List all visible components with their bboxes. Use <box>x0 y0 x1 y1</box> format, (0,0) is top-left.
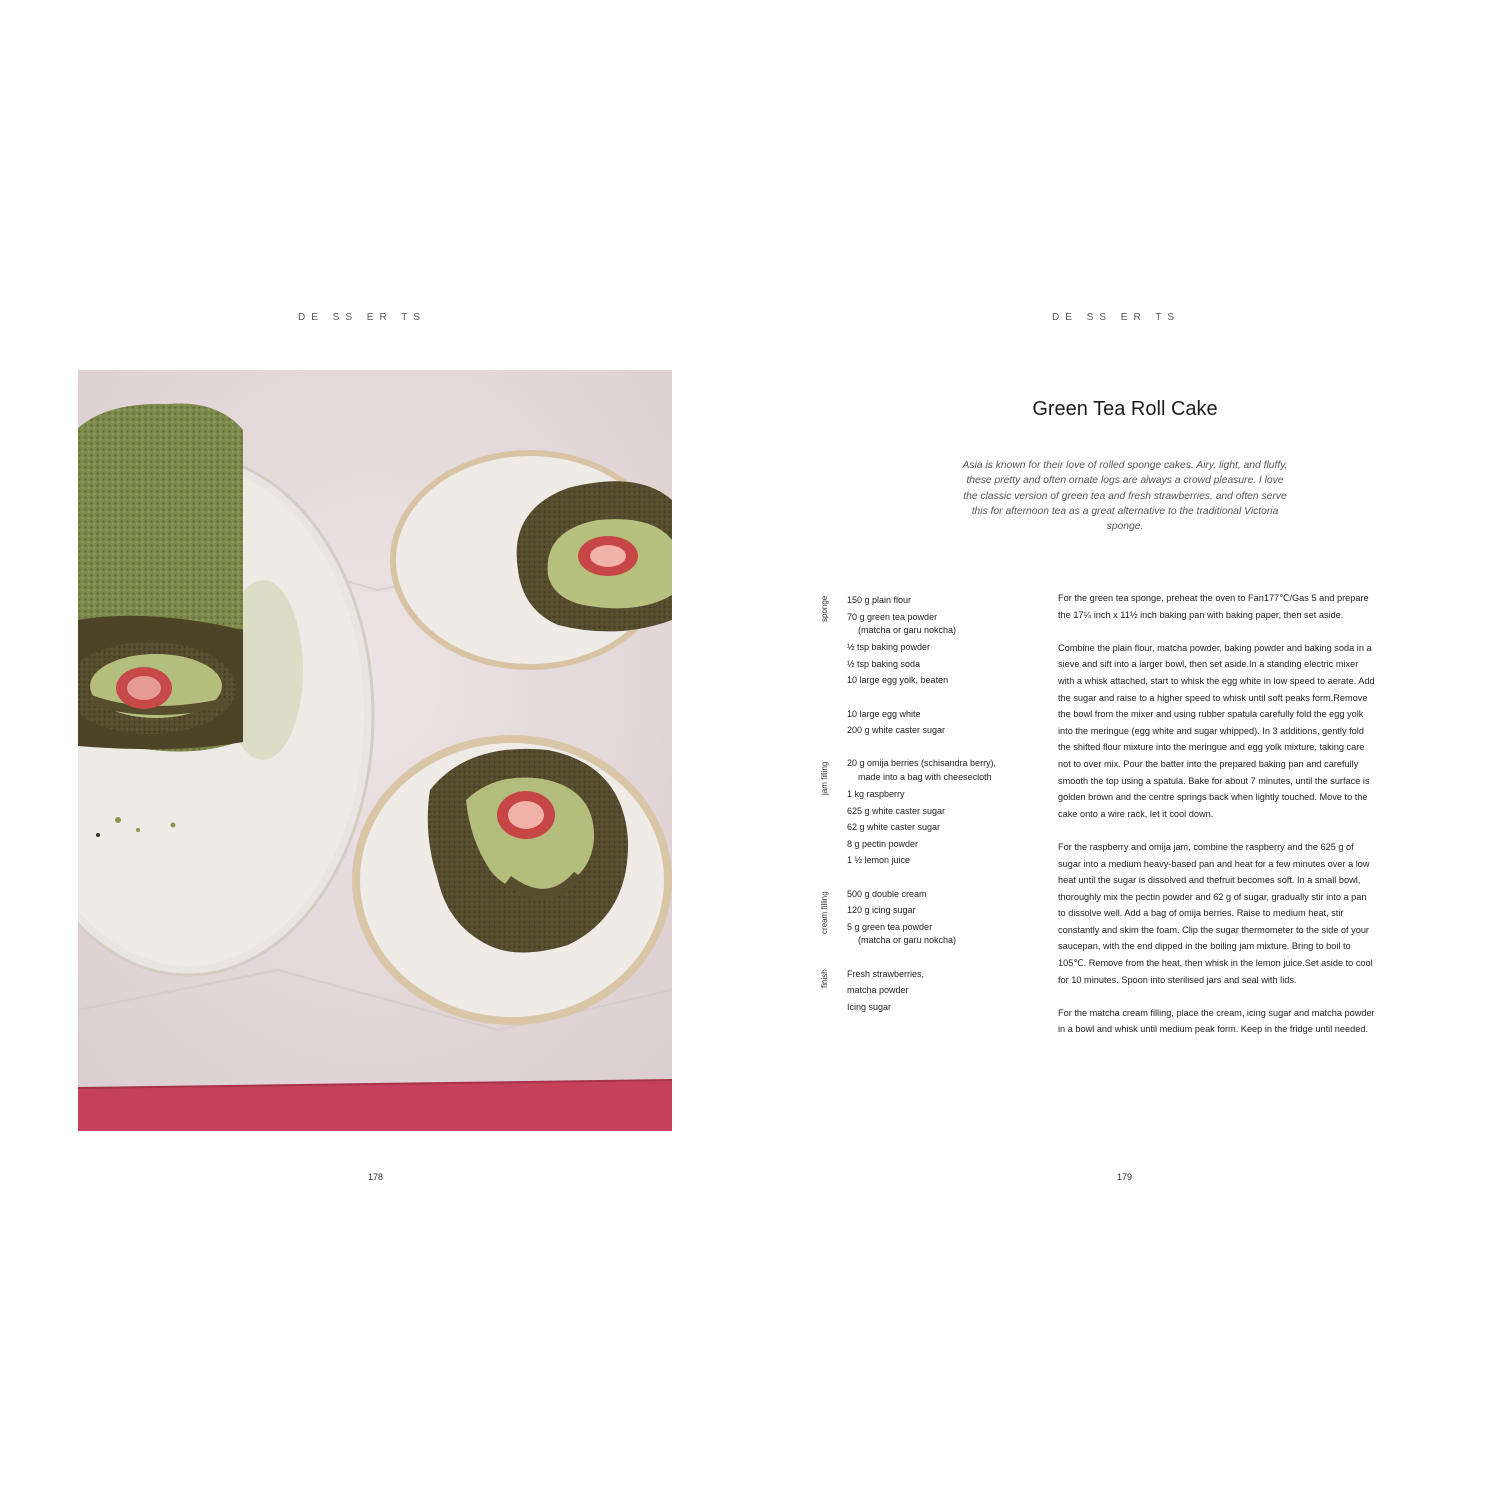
method-step: For the matcha cream filling, place the cream, icing sugar and matcha powder in a bowl and whisk until medium peak form. Keep in the fridge until needed. <box>1058 1007 1375 1035</box>
ingredient: ½ tsp baking soda <box>847 658 921 669</box>
ingredient-group-finish <box>820 966 1060 1016</box>
group-label: jam filling <box>820 762 829 796</box>
ingredient: Icing sugar <box>847 1002 892 1013</box>
group-label: sponge <box>820 595 829 622</box>
running-head: DE SS ER TS <box>298 312 427 323</box>
right-page <box>750 0 1500 1500</box>
method <box>1058 590 1376 1055</box>
ingredient: Fresh strawberries, <box>847 968 925 979</box>
ingredient: matcha powder <box>847 985 909 996</box>
ingredient: 150 g plain flour <box>847 595 912 605</box>
ingredient: 5 g green tea powder (matcha or garu nokcha) <box>847 921 957 946</box>
group-label: cream filling <box>820 890 829 934</box>
method-step: For the raspberry and omija jam, combine the raspberry and the 625 g of sugar into a medium heavy-based pan and heat for a few minutes over a low heat until the sugar is dissolved and thefruit becomes soft. In a small bowl, thoroughly mix the pectin powder and 62 g of sugar, gradually stir into a pan to dissolve well. Add a bag of omija berries. Raise to medium heat, stir constantly and skim the foam. Clip the sugar thermometer to the side of your saucepan, with the end dipped in the boiling jam mixture. Bring to boil to 105℃. Remove from the heat, then whisk in the lemon juice.Set aside to cool for 10 minutes. Spoon into sterilised jars and seal with lids. <box>1058 841 1373 985</box>
page-number: 179 <box>1117 1172 1133 1182</box>
ingredient-group-cream-filling <box>820 886 1060 948</box>
recipe-title: Green Tea Roll Cake <box>1032 398 1218 420</box>
ingredient: ½ tsp baking powder <box>847 642 931 653</box>
ingredient-group-sponge <box>820 592 1060 739</box>
ingredient: 20 g omija berries (schisandra berry), made into a bag with cheesecloth <box>847 758 997 782</box>
ingredient: 120 g icing sugar <box>847 905 916 916</box>
ingredient: 8 g pectin powder <box>847 838 919 849</box>
ingredient: 62 g white caster sugar <box>847 822 941 833</box>
ingredient: 10 large egg yolk, beaten <box>847 675 949 686</box>
ingredient-group-jam-filling <box>820 755 1060 869</box>
ingredient: 70 g green tea powder (matcha or garu nokcha) <box>847 611 957 636</box>
ingredient: 10 large egg white <box>847 708 921 719</box>
group-label: finish <box>820 969 829 988</box>
ingredient: 200 g white caster sugar <box>847 725 946 736</box>
page-number: 178 <box>368 1172 384 1182</box>
recipe-intro: Asia is known for their love of rolled sponge cakes. Airy, light, and fluffy, these pretty and often ornate logs are always a crowd pleasure. I love the classic version of green tea and fresh strawberries, and often serve this for afternoon tea as a great alternative to the traditional Victoria sponge. <box>962 460 1288 533</box>
green-tea-roll-cake-photo <box>78 370 672 1131</box>
method-step: Combine the plain flour, matcha powder, baking powder and baking soda in a sieve and sift into a larger bowl, then set aside.In a standing electric mixer with a whisk attached, start to whisk the egg white in low speed to aerate. Add the sugar and raise to a higher speed to whisk until soft peaks form.Remove the bowl from the mixer and using rubber spatula carefully fold the egg yolk into the meringue (egg white and sugar whipped). In 3 additions, gently fold the shifted flour mixture into the meringue and egg yolk mixture, taking care not to over mix. Pour the batter into the prepared baking pan and carefully smooth the top using a spatula. Bake for about 7 minutes, until the surface is golden brown and the centre springs back when lightly touched. Move to the cake onto a wire rack, let it cool down. <box>1058 642 1375 819</box>
ingredient: 1 kg raspberry <box>847 788 905 799</box>
ingredient: 1 ½ lemon juice <box>847 855 911 866</box>
ingredient: 625 g white caster sugar <box>847 805 946 816</box>
running-head: DE SS ER TS <box>1052 312 1181 323</box>
ingredients <box>820 592 1060 1016</box>
method-step: For the green tea sponge, preheat the oven to Fan177℃/Gas 5 and prepare the 17¼ inch x 11½ inch baking pan with baking paper, then set aside. <box>1058 593 1369 620</box>
ingredient: 500 g double cream <box>847 888 927 899</box>
